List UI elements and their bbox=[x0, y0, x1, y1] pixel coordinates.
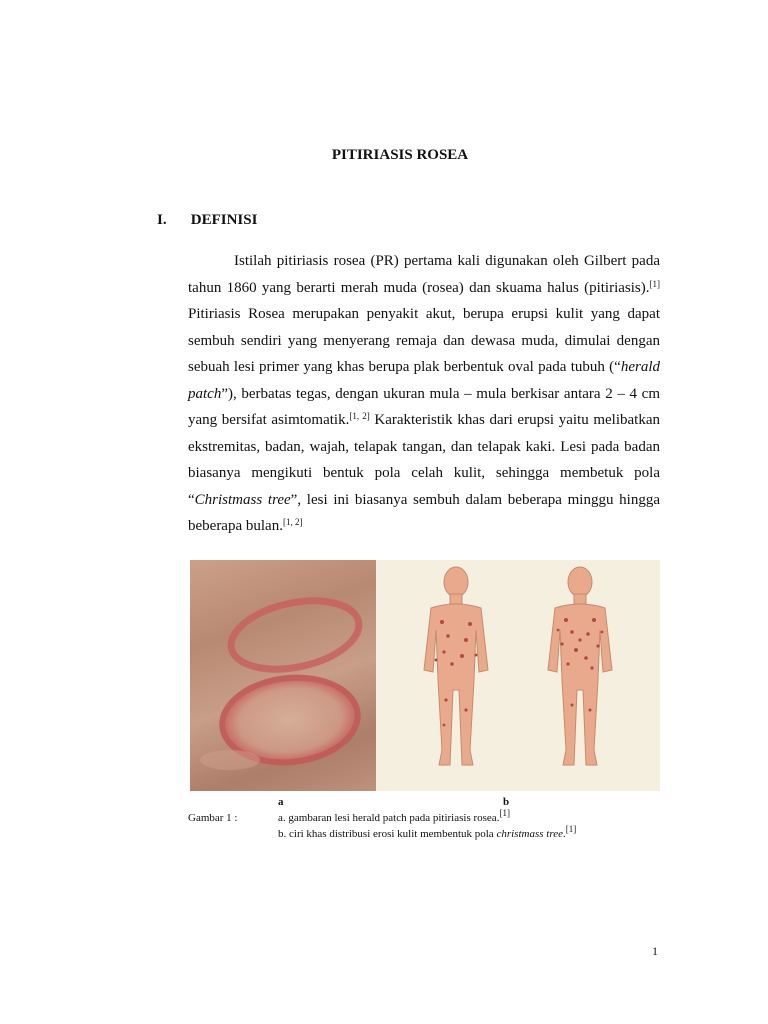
body-distribution-illustration bbox=[376, 560, 660, 791]
herald-patch-illustration bbox=[190, 560, 376, 791]
figure-1 bbox=[190, 560, 660, 791]
citation: [1, 2] bbox=[282, 517, 303, 527]
citation: [1] bbox=[649, 278, 660, 289]
section-heading bbox=[157, 212, 257, 229]
page-number: 1 bbox=[652, 944, 658, 958]
document-title: PITIRIASIS ROSEA bbox=[331, 147, 469, 163]
section-title: DEFINISI bbox=[190, 212, 258, 228]
caption-line-b: b. ciri khas distribusi erosi kulit membentuk pola christmass tree.[1] bbox=[278, 824, 577, 840]
caption-label: Gambar 1 : bbox=[188, 812, 238, 824]
figure-label-b: b bbox=[503, 796, 510, 808]
christmas-tree-pattern-illustration bbox=[376, 560, 660, 791]
citation: [1, 2] bbox=[349, 411, 370, 421]
figure-label-a: a bbox=[278, 796, 284, 808]
caption-line-a: a. gambaran lesi herald patch pada pitiriasis rosea.[1] bbox=[278, 808, 510, 824]
christmas-tree-term: Christmass tree bbox=[194, 491, 291, 508]
herald-patch-photo bbox=[190, 560, 376, 791]
section-number: I. bbox=[157, 212, 167, 228]
herald-patch-term: herald patch bbox=[188, 359, 660, 402]
definition-paragraph: Istilah pitiriasis rosea (PR) pertama kali digunakan oleh Gilbert pada tahun 1860 yang berarti merah muda (rosea) dan skuama halus (pitiriasis).[1] Pitiriasis Rosea merupakan penyakit akut, berupa erupsi kulit yang dapat sembuh sendiri yang menyerang remaja dan dewasa muda, dimulai dengan sebuah lesi primer yang khas berupa plak berbentuk oval pada tubuh (“herald patch”), berbatas tegas, dengan ukuran mula – mula berkisar antara 2 – 4 cm yang bersifat asimtomatik.[1, 2] Karakteristik khas dari erupsi yaitu melibatkan ekstremitas, badan, wajah, telapak tangan, dan telapak kaki. Lesi pada badan biasanya mengikuti bentuk pola celah kulit, sehingga membetuk pola “Christmass tree”, lesi ini biasanya sembuh dalam beberapa minggu hingga beberapa bulan.[1, 2] bbox=[188, 253, 661, 534]
